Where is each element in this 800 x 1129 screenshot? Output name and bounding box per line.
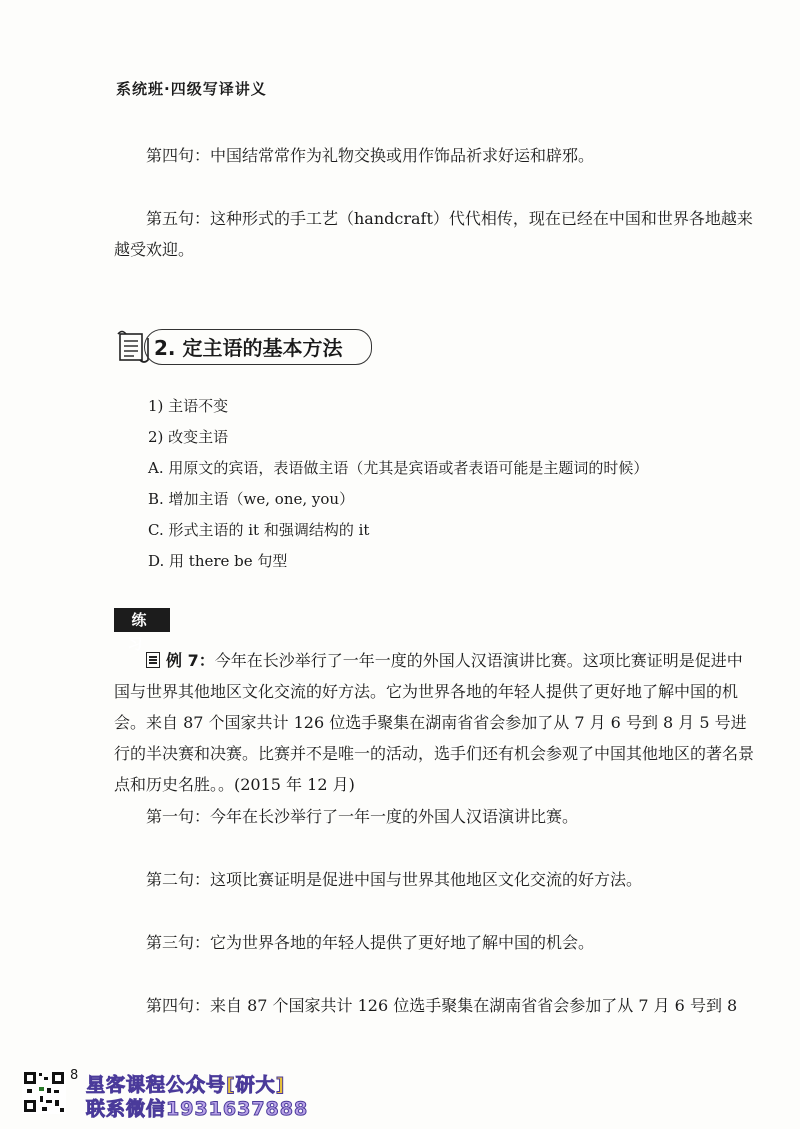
watermark-line-1: 星客课程公众号[研大] xyxy=(86,1074,286,1096)
sentence-4-top: 第四句：中国结常常作为礼物交换或用作饰品祈求好运和辟邪。 xyxy=(146,146,595,165)
document-icon xyxy=(146,652,160,668)
section-title: 2. 定主语的基本方法 xyxy=(154,336,343,360)
list-item: C. 形式主语的 it 和强调结构的 it xyxy=(148,521,370,539)
example-text: 今年在长沙举行了一年一度的外国人汉语演讲比赛。这项比赛证明是促进中国与世界其他地区文化交流的好方法。它为世界各地的年轻人提供了更好地了解中国的机会。来自 87 个国家共计 126 位选手聚集在湖南省省会参加了从 7 月 6 号到 8 月 5 号进行的半决赛和决赛。比赛并不是唯一的活动，选手们还有机会参观了中国其他地区的著名景点和历史名胜。。(2015 年 12 月) xyxy=(114,651,755,794)
example-7 xyxy=(114,645,754,800)
page-number: 8 xyxy=(70,1068,79,1083)
watermark-line-2: 联系微信1931637888 xyxy=(86,1098,309,1120)
example-label: 例 7： xyxy=(166,651,215,670)
sentence-1: 第一句：今年在长沙举行了一年一度的外国人汉语演讲比赛。 xyxy=(146,807,579,826)
list-item: 1) 主语不变 xyxy=(148,397,229,415)
sentence-2: 第二句：这项比赛证明是促进中国与世界其他地区文化交流的好方法。 xyxy=(146,870,643,889)
method-list xyxy=(148,391,648,577)
running-title: 系统班·四级写译讲义 xyxy=(116,80,267,98)
list-item: D. 用 there be 句型 xyxy=(148,552,288,570)
list-item: A. 用原文的宾语，表语做主语（尤其是宾语或者表语可能是主题词的时候） xyxy=(148,459,649,477)
list-item: 2) 改变主语 xyxy=(148,428,229,446)
sentence-4: 第四句：来自 87 个国家共计 126 位选手聚集在湖南省省会参加了从 7 月 6 号到 8 xyxy=(146,996,738,1015)
qr-code-icon xyxy=(22,1070,66,1114)
list-item: B. 增加主语（we, one, you） xyxy=(148,490,355,508)
sentence-3: 第三句：它为世界各地的年轻人提供了更好地了解中国的机会。 xyxy=(146,933,595,952)
footer xyxy=(22,1068,322,1120)
sentence-5-top: 第五句：这种形式的手工艺（handcraft）代代相传，现在已经在中国和世界各地越来越受欢迎。 xyxy=(114,209,753,259)
practice-badge: 练 习 xyxy=(114,608,170,632)
section-heading xyxy=(114,326,376,366)
